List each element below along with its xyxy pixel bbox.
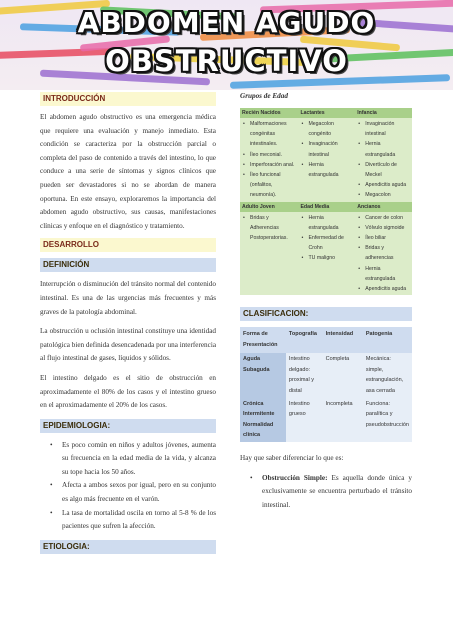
epidemiologia-heading: EPIDEMIOLOGIA: (40, 419, 216, 433)
list-item: • TU maligno (300, 253, 353, 263)
list-item: • Apendicitis aguda (357, 284, 410, 294)
list-item (240, 472, 412, 513)
simple-label: Obstrucción Simple: (262, 473, 328, 482)
intro-heading: INTRODUCCIÓN (40, 92, 216, 106)
table-header: Forma de Presentación (240, 327, 286, 353)
intro-text: El abdomen agudo obstructivo es una emergencia médica que requiere una evaluación y manejo inmediato. Esta condición se caracteriza por la obstrucción parcial o completa del paso de contenido a través del intestino, lo que conduce a una serie de síntomas y signos clínicos que pueden ser devastadores si no se abordan de manera oportuna. En este ensayo, exploraremos la importancia del abdomen agudo obstructivo, sus causas, manifestaciones clínicas y enfoque en el diagnóstico y tratamiento. (40, 113, 216, 230)
table-cell (240, 212, 298, 296)
table-row (240, 398, 412, 442)
table-header: Infancia (355, 108, 412, 118)
table-cell (355, 212, 412, 296)
list-item: • Es poco común en niños y adultos jóvenes, aumenta su frecuencia en la edad media de la vida, y alcanza su tope hacia los 50 años. (40, 439, 216, 480)
title-line-1: ABDOMEN AGUDO (77, 6, 376, 39)
right-column (240, 92, 412, 512)
obstruction-types-list (240, 472, 412, 513)
title-line-2: OBSTRUCTIVO (105, 44, 348, 78)
left-column (40, 92, 216, 554)
epidemiologia-list (40, 439, 216, 534)
definition-paragraph-1: Interrupción o disminución del tránsito normal del contenido intestinal. Es una de las urgencias más frecuentes y más graves de la patología abdominal. (40, 280, 216, 316)
list-item: • Hernia estrangulada (357, 264, 410, 284)
table-header: Ancianos (355, 202, 412, 212)
list-item: • Cancer de colon (357, 213, 410, 223)
list-item: • Íleo meconial. (242, 150, 296, 160)
table-cell (355, 118, 412, 202)
table-cell (240, 118, 298, 202)
table-header: Edad Media (298, 202, 355, 212)
table-header: Intensidad (323, 327, 363, 353)
table-cell: Mecánica: simple, estrangulación, asa cerrada (363, 353, 412, 397)
table-header: Topografía (286, 327, 323, 353)
list-item: • Afecta a ambos sexos por igual, pero en su conjunto es algo más frecuente en el varón. (40, 479, 216, 506)
list-item: • Divertículo de Meckel (357, 160, 410, 180)
table-header: Recién Nacidos (240, 108, 298, 118)
definition-paragraph-3: El intestino delgado es el sitio de obstrucción en aproximadamente el 80% de los casos y el intestino grueso en el aproximadamente el 20% de los casos. (40, 373, 216, 410)
list-item: • Hernia estrangulada (357, 139, 410, 159)
table-cell: Intestino grueso (286, 398, 323, 442)
table-cell (298, 212, 355, 296)
list-item: • Imperforación anal. (242, 160, 296, 170)
list-item: • Íleo funcional (onfalitos, neumonía). (242, 170, 296, 201)
list-item: • Megacolon (357, 190, 410, 200)
table-cell: Intestino delgado: proximal y distal (286, 353, 323, 397)
list-item: • Bridas y adherencias (357, 243, 410, 263)
title-banner (0, 0, 453, 90)
table-row (240, 353, 412, 397)
table-cell: Funciona: paralítica y pseudobstrucción (363, 398, 412, 442)
table-cell: Aguda Subaguda (240, 353, 286, 397)
list-item: • Enfermedad de Crohn (300, 233, 353, 253)
table-cell (298, 118, 355, 202)
definition-paragraph-2: La obstrucción u oclusión intestinal constituye una identidad patológica bien definida desencadenada por una interferencia al flujo intestinal de gases, líquidos y sólidos. (40, 327, 217, 363)
table-header: Lactantes (298, 108, 355, 118)
classification-table (240, 327, 412, 442)
list-item: • Apendicitis aguda (357, 180, 410, 190)
list-item: • Íleo biliar (357, 233, 410, 243)
table-cell: Crónica Intermitente Normalidad clínica (240, 398, 286, 442)
list-item: • Vólvulo sigmoide (357, 223, 410, 233)
list-item: • Malformaciones congénitas intestinales. (242, 119, 296, 150)
clasificacion-heading: CLASIFICACION: (240, 307, 412, 321)
list-item: • Hernia estrangulada (300, 213, 353, 233)
table-cell: Incompleta (323, 398, 363, 442)
simple-text: Es aquella donde única y exclusivamente se encuentra perturbado el tránsito intestinal. (262, 473, 412, 509)
differentiate-text: Hay que saber diferenciar lo que es: (240, 454, 344, 462)
groups-title: Grupos de Edad (240, 92, 288, 100)
desarrollo-heading: DESARROLLO (40, 238, 216, 252)
definicion-heading: DEFINICIÓN (40, 258, 216, 272)
etiologia-heading: ETIOLOGIA: (40, 540, 216, 554)
list-item: • Invaginación intestinal (300, 139, 353, 159)
age-groups-table (240, 108, 412, 295)
list-item: • Megacolon congénito (300, 119, 353, 139)
table-header: Patogenia (363, 327, 412, 353)
list-item: • La tasa de mortalidad oscila en torno al 5-8 % de los pacientes que sufren la afección. (40, 507, 216, 534)
list-item: • Invaginación intestinal (357, 119, 410, 139)
list-item: • Bridas y Adherencias Postoperatorias. (242, 213, 296, 244)
table-cell: Completa (323, 353, 363, 397)
table-header: Adulto Joven (240, 202, 298, 212)
list-item: • Hernia estrangulada (300, 160, 353, 180)
